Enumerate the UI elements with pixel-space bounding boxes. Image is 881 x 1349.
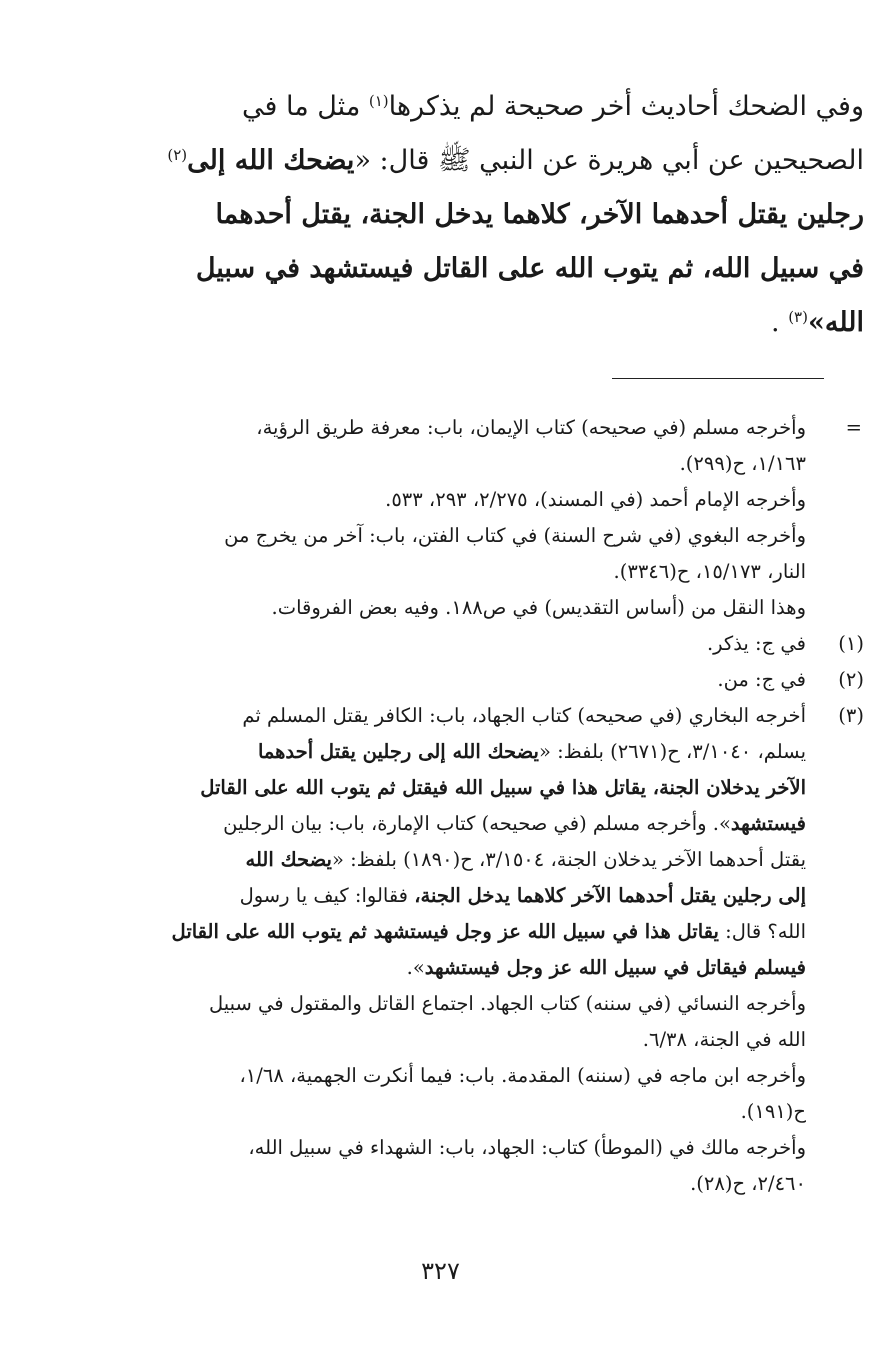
footnote-cont-line: = وأخرجه مسلم (في صحيحه) كتاب الإيمان، باب: معرفة طريق الرؤية، (256, 416, 862, 439)
main-text-span: الصحيحين عن أبي هريرة عن النبي ﷺ قال: « (354, 145, 864, 176)
footnote-text: الله؟ قال: (718, 920, 806, 943)
footnote-3 (158, 698, 864, 734)
footnote-cont-line: وأخرجه الإمام أحمد (في المسند)، ٢/٢٧٥، ٢٩٣، ٥٣٣. (385, 488, 806, 511)
footnote-number: (٢) (838, 668, 864, 691)
footnote-text: في ج: من. (717, 668, 806, 691)
footnote-1 (158, 626, 864, 662)
footnote-text: يقتل أحدهما الآخر يدخلان الجنة، ٣/١٥٠٤، ح(١٨٩٠) بلفظ: « (331, 848, 806, 871)
main-line-1 (158, 80, 864, 134)
hadith-text: فيسلم فيقاتل في سبيل الله عز وجل فيستشهد (424, 956, 806, 979)
footnote-cont-line: النار، ١٥/١٧٣، ح(٣٣٤٦). (613, 560, 806, 583)
main-text-span: . (771, 307, 780, 338)
footnote-number: (٣) (838, 704, 864, 727)
hadith-text: يضحك الله إلى رجلين يقتل أحدهما (257, 740, 539, 763)
main-text (158, 80, 864, 350)
footnote-3-line (158, 878, 806, 914)
footnote-text: يسلم، ٣/١٠٤٠، ح(٢٦٧١) بلفظ: « (538, 740, 806, 763)
main-text-span: وفي الضحك أحاديث أخر صحيحة لم يذكرها (388, 91, 864, 122)
footnote-ref: (١) (368, 92, 389, 110)
footnote-text: فقالوا: كيف يا رسول (239, 884, 415, 907)
footnote-3-line (158, 806, 806, 842)
footnote-3-line (158, 950, 806, 986)
footnote-cont-line: وهذا النقل من (أساس التقديس) في ص١٨٨. وفيه بعض الفروقات. (271, 596, 806, 619)
footnote-3-line: وأخرجه ابن ماجه في (سننه) المقدمة. باب: فيما أنكرت الجهمية، ١/٦٨، (239, 1064, 806, 1087)
footnote-3-line: وأخرجه النسائي (في سننه) كتاب الجهاد. اجتماع القاتل والمقتول في سبيل (208, 992, 806, 1015)
main-line-2 (158, 134, 864, 188)
footnote-text: ». (406, 956, 425, 979)
footnote-3-line: ٢/٤٦٠، ح(٢٨). (690, 1172, 806, 1195)
footnote-3-line: الله في الجنة، ٦/٣٨. (642, 1028, 806, 1051)
footnote-separator (612, 378, 824, 379)
footnote-2 (158, 662, 864, 698)
main-line-4: في سبيل الله، ثم يتوب الله على القاتل فيستشهد في سبيل (195, 253, 864, 284)
hadith-text: فيستشهد (730, 812, 806, 835)
hadith-text: يضحك الله (245, 848, 332, 871)
footnote-text: أخرجه البخاري (في صحيحه) كتاب الجهاد، باب: الكافر يقتل المسلم ثم (242, 704, 806, 727)
footnote-cont-line: ١/١٦٣، ح(٢٩٩). (679, 452, 806, 475)
footnote-text: ». وأخرجه مسلم (في صحيحه) كتاب الإمارة، باب: بيان الرجلين (223, 812, 731, 835)
footnote-ref: (٢) (167, 146, 188, 164)
hadith-text: الله» (807, 307, 864, 338)
footnote-3-line (158, 842, 806, 878)
hadith-text: يضحك الله إلى (187, 145, 355, 176)
main-text-span: مثل ما في (241, 91, 369, 122)
footnote-3-line: وأخرجه مالك في (الموطأ) كتاب: الجهاد، باب: الشهداء في سبيل الله، (248, 1136, 806, 1159)
footnote-text: في ج: يذكر. (706, 632, 806, 655)
main-line-3: رجلين يقتل أحدهما الآخر، كلاهما يدخل الجنة، يقتل أحدهما (215, 199, 864, 230)
footnote-3-line: ح(١٩١). (740, 1100, 806, 1123)
footnote-3-line (158, 914, 806, 950)
footnote-3-line (158, 734, 806, 770)
footnote-text: وأخرجه مسلم (في صحيحه) كتاب الإيمان، باب: معرفة طريق الرؤية، (256, 416, 806, 439)
hadith-text: يقاتل هذا في سبيل الله عز وجل فيستشهد ثم يتوب الله على القاتل (171, 920, 719, 943)
footnote-3-line: الآخر يدخلان الجنة، يقاتل هذا في سبيل الله فيقتل ثم يتوب الله على القاتل (200, 776, 806, 799)
page-number: ٣٢٧ (421, 1257, 460, 1285)
footnote-ref: (٣) (788, 308, 808, 326)
main-line-5 (158, 296, 864, 350)
footnote-cont-line: وأخرجه البغوي (في شرح السنة) في كتاب الفتن، باب: آخر من يخرج من (224, 524, 806, 547)
hadith-text: إلى رجلين يقتل أحدهما الآخر كلاهما يدخل الجنة، (414, 884, 806, 907)
footnotes (158, 410, 864, 1202)
footnote-number: (١) (838, 632, 864, 655)
